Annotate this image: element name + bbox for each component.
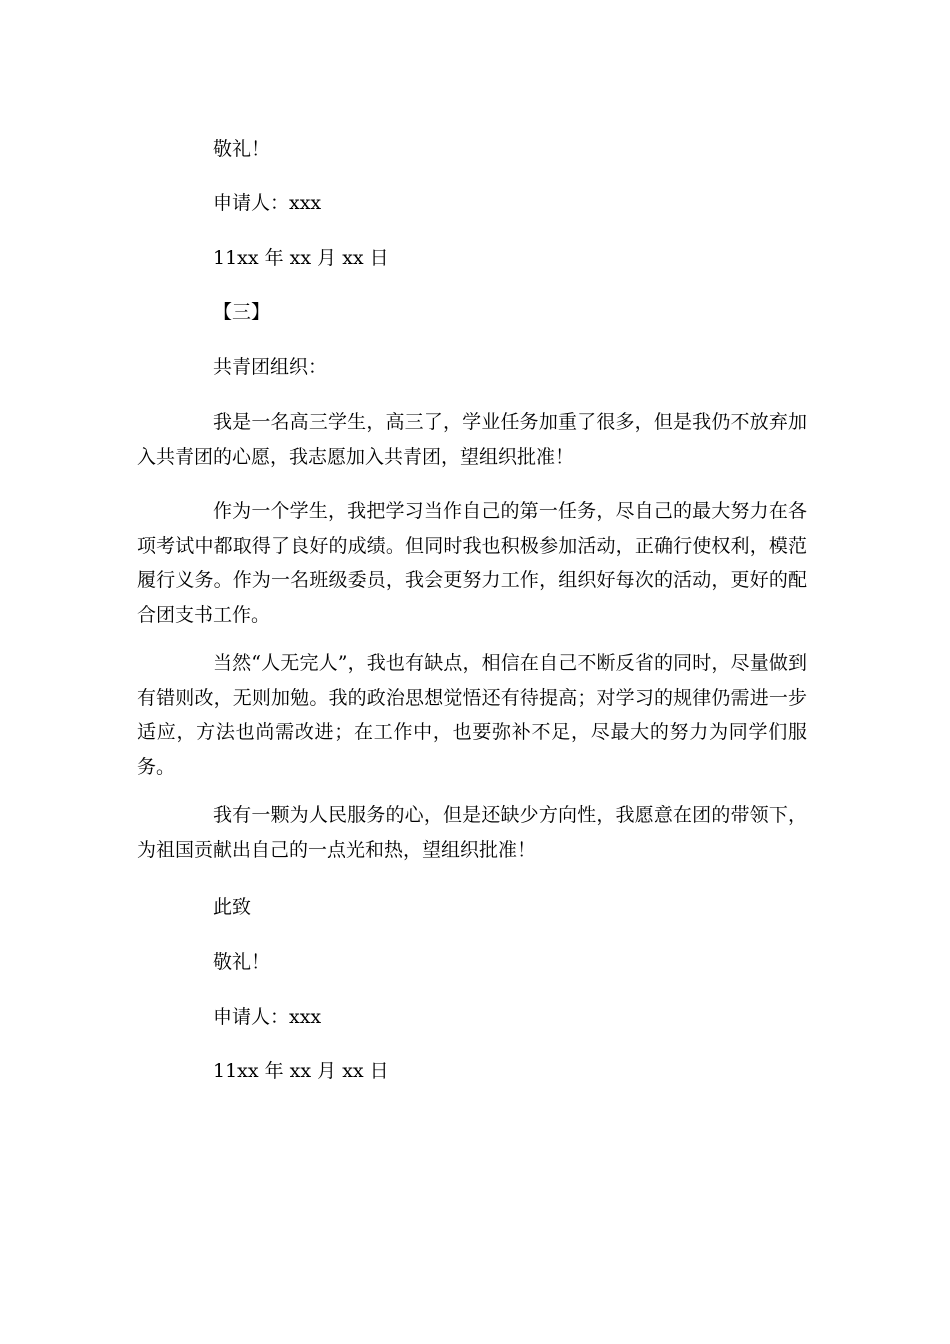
applicant-line: 申请人：xxx <box>213 1006 322 1028</box>
closing-line: 此致 <box>213 896 252 918</box>
body-paragraph: 我有一颗为人民服务的心，但是还缺少方向性，我愿意在团的带领下，为祖国贡献出自己的一点光和热，望组织批准！ <box>137 804 807 861</box>
salute-text: 敬礼！ <box>213 138 271 160</box>
body-paragraph: 我是一名高三学生，高三了，学业任务加重了很多，但是我仍不放弃加入共青团的心愿，我志愿加入共青团，望组织批准！ <box>137 411 807 468</box>
addressee-line: 共青团组织： <box>213 356 328 378</box>
section-heading: 【三】 <box>213 301 271 323</box>
applicant-line: 申请人：xxx <box>213 192 322 214</box>
salute-text: 敬礼！ <box>213 951 271 973</box>
body-paragraph: 作为一个学生，我把学习当作自己的第一任务，尽自己的最大努力在各项考试中都取得了良好的成绩。但同时我也积极参加活动，正确行使权利，模范履行义务。作为一名班级委员，我会更努力工作，组织好每次的活动，更好的配合团支书工作。 <box>137 500 807 626</box>
body-paragraph: 当然“人无完人”，我也有缺点，相信在自己不断反省的同时，尽量做到有错则改，无则加勉。我的政治思想觉悟还有待提高；对学习的规律仍需进一步适应，方法也尚需改进；在工作中，也要弥补不足，尽最大的努力为同学们服务。 <box>137 652 807 778</box>
date-line: 11xx 年 xx 月 xx 日 <box>213 1060 389 1082</box>
date-line: 11xx 年 xx 月 xx 日 <box>213 247 389 269</box>
